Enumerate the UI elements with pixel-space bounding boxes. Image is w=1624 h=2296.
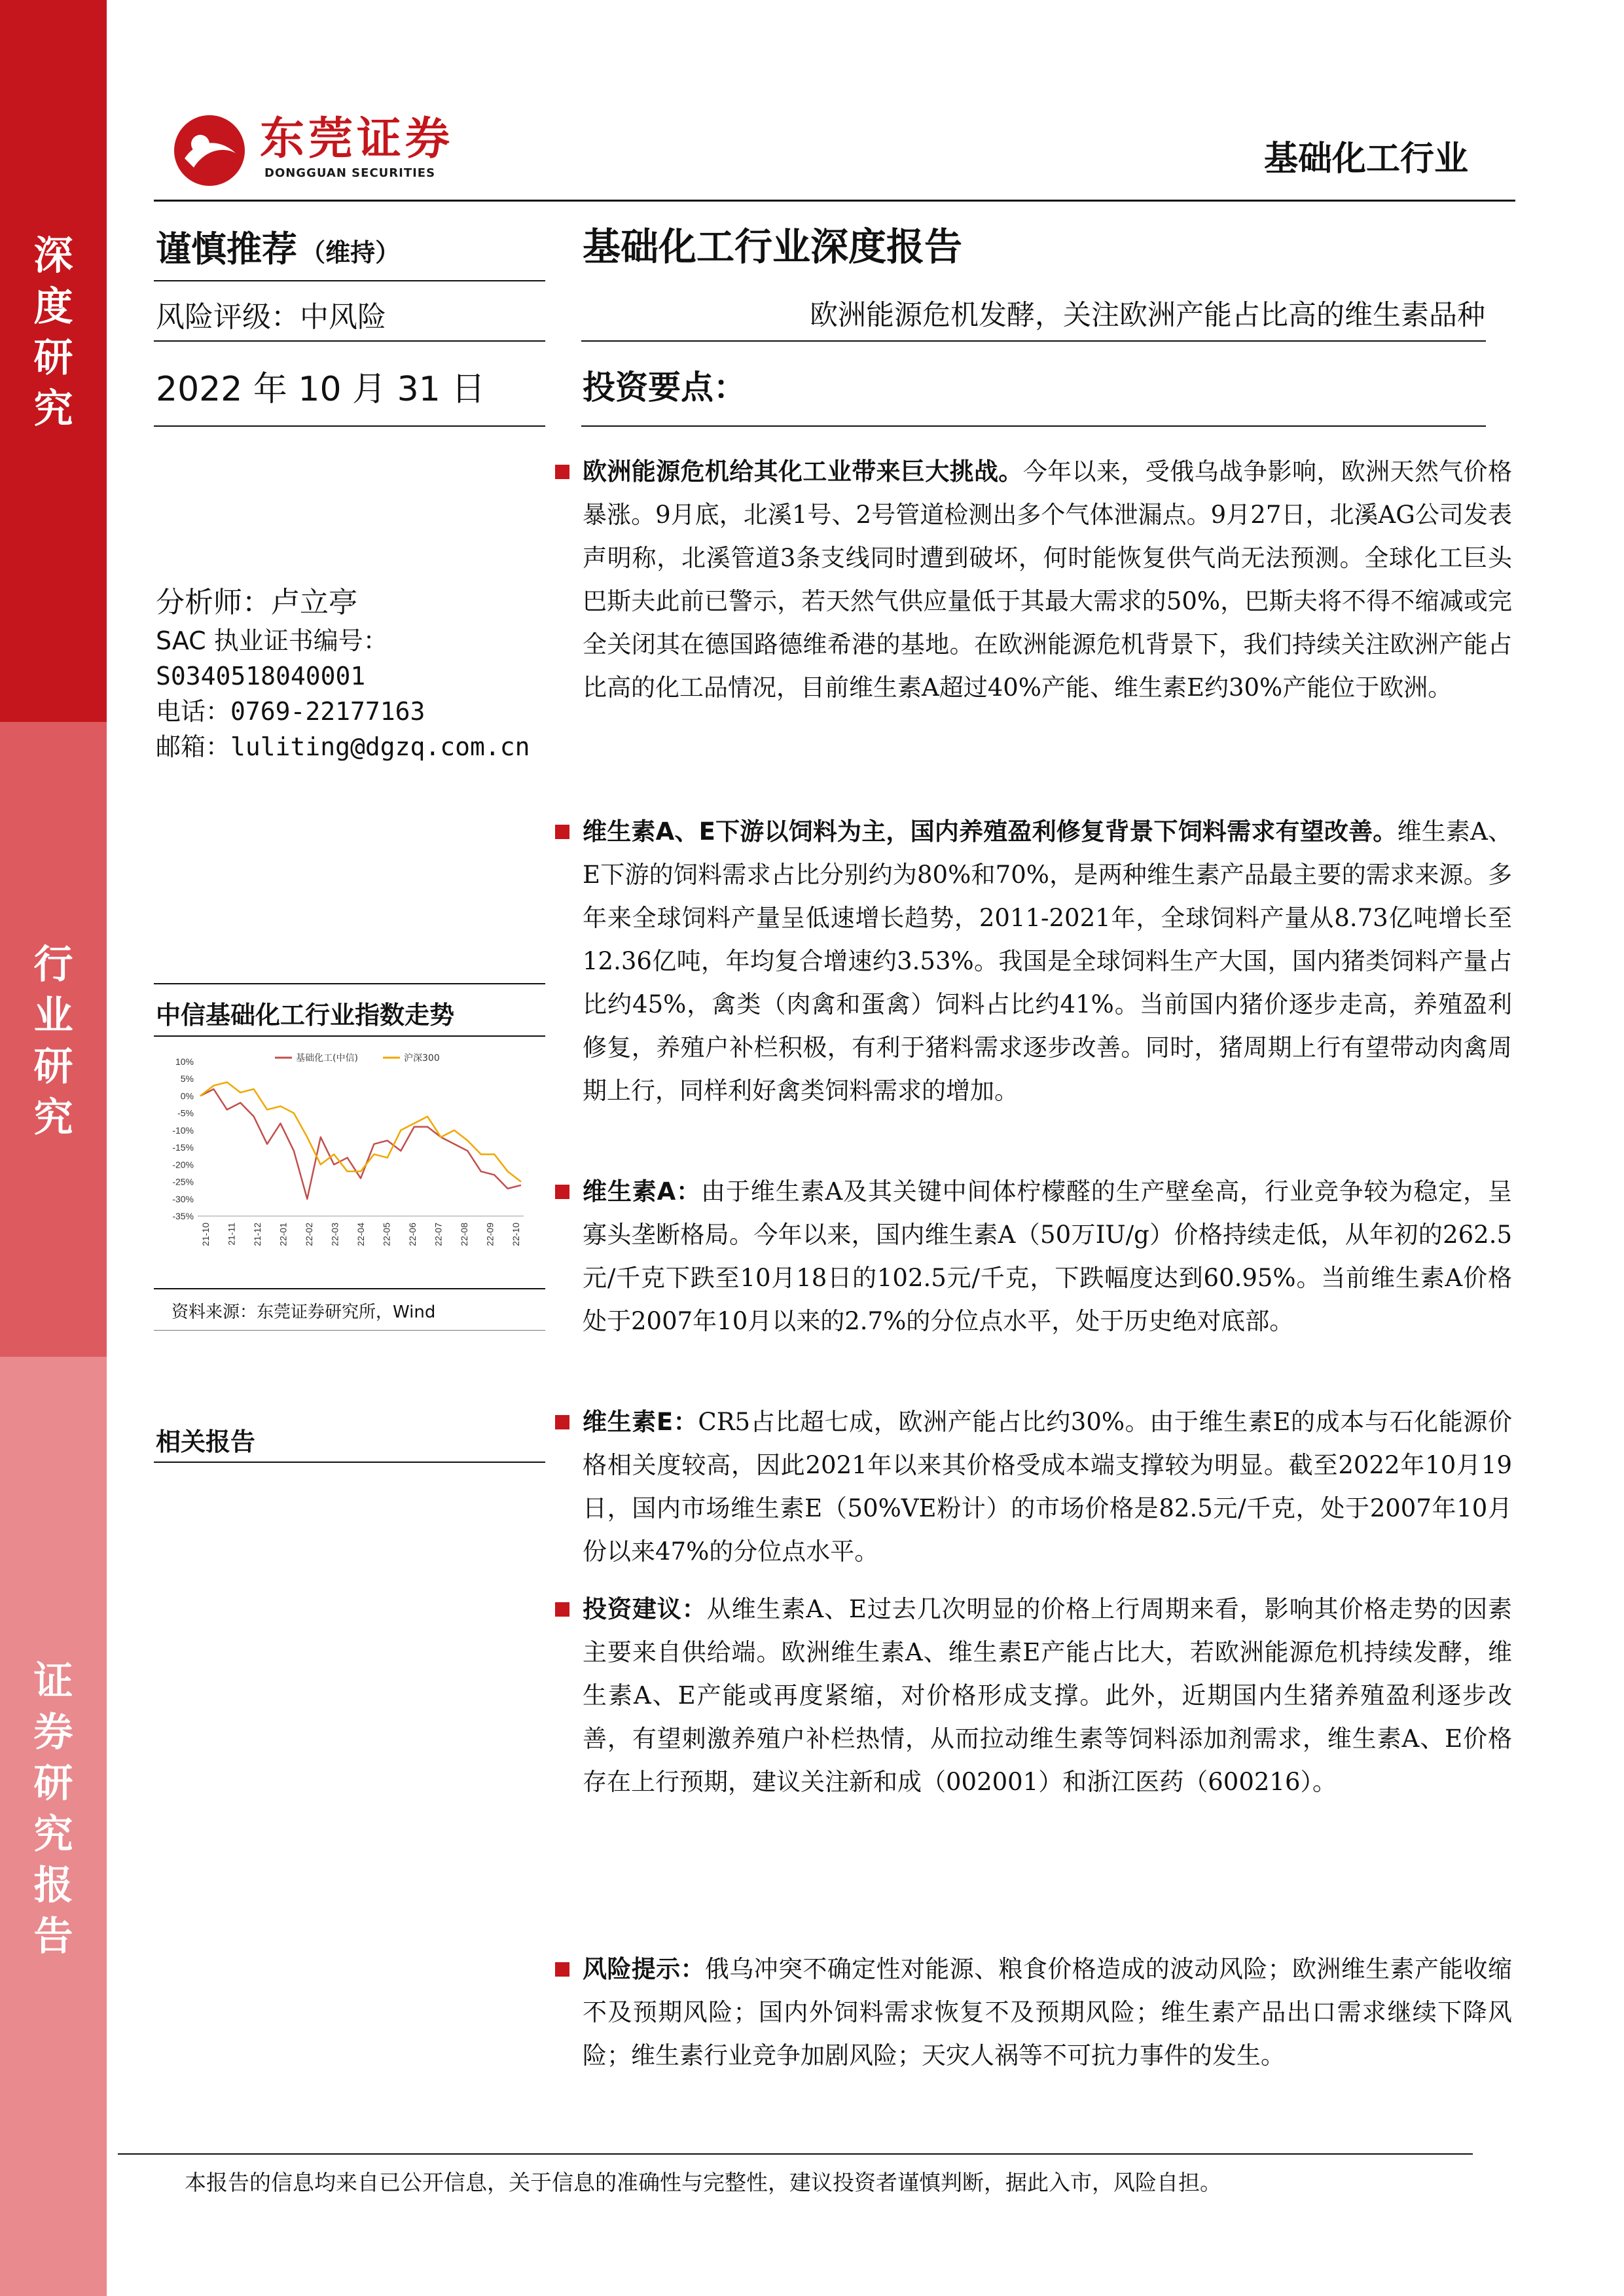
footer-disclaimer: 本报告的信息均来自已公开信息，关于信息的准确性与完整性，建议投资者谨慎判断，据此入市，风险自担。 [185, 2170, 1221, 2195]
chart-top-rule [154, 983, 545, 984]
bullet-risk-warning: 风险提示：俄乌冲突不确定性对能源、粮食价格造成的波动风险；欧洲维生素产能收缩不及预期风险；国内外饲料需求恢复不及预期风险；维生素产品出口需求继续下降风险；维生素行业竞争加剧风险；天灾人祸等不可抗力事件的发生。 [583, 1948, 1512, 2077]
x-tick-label: 22-03 [329, 1223, 340, 1246]
left-rule-2 [154, 340, 545, 342]
y-tick-label: -25% [172, 1176, 194, 1187]
x-tick-label: 22-04 [355, 1223, 366, 1246]
x-tick-label: 22-02 [304, 1223, 314, 1246]
logo [171, 113, 486, 191]
x-tick-label: 22-08 [459, 1223, 469, 1246]
chart-title-rule [154, 1035, 545, 1037]
logo-emblem-icon [171, 113, 247, 188]
bullet-energy-crisis: 欧洲能源危机给其化工业带来巨大挑战。今年以来，受俄乌战争影响，欧洲天然气价格暴涨。9月底，北溪1号、2号管道检测出多个气体泄漏点。9月27日，北溪AG公司发表声明称，北溪管道3条支线同时遭到破坏，何时能恢复供气尚无法预测。全球化工巨头巴斯夫此前已警示，若天然气供应量低于其最大需求的50%，巴斯夫将不得不缩减或完全关闭其在德国路德维希港的基地。在欧洲能源危机背景下，我们持续关注欧洲产能占比高的化工品情况，目前维生素A超过40%产能、维生素E约30%产能位于欧洲。 [583, 450, 1512, 709]
chart-source: 资料来源：东莞证券研究所，Wind [171, 1302, 436, 1322]
x-tick-label: 22-07 [433, 1223, 444, 1246]
x-tick-label: 22-05 [381, 1223, 392, 1246]
bullet-square-icon [555, 465, 569, 479]
y-tick-label: 10% [175, 1056, 194, 1067]
related-reports-title: 相关报告 [156, 1427, 256, 1456]
side-label-deep-research: 深 度 研 究 [33, 233, 73, 432]
index-trend-chart [157, 1047, 537, 1283]
series-line-1 [200, 1083, 521, 1182]
bullet-vitamin-e: 维生素E：CR5占比超七成，欧洲产能占比约30%。由于维生素E的成本与石化能源价格相关度较高，因此2021年以来其价格受成本端支撑较为明显。截至2022年10月19日，国内市场维生素E（50%VE粉计）的市场价格是82.5元/千克，处于2007年10月份以来47%的分位点水平。 [583, 1401, 1512, 1573]
chart-title: 中信基础化工行业指数走势 [156, 1001, 455, 1030]
y-tick-label: -5% [177, 1107, 194, 1119]
report-date: 2022 年 10 月 31 日 [156, 370, 486, 409]
report-title: 基础化工行业深度报告 [583, 224, 963, 269]
logo-cn-text: 东莞证券 [260, 113, 454, 165]
analyst-name: 分析师：卢立亭 [156, 586, 357, 619]
y-tick-label: 5% [180, 1073, 194, 1085]
x-tick-label: 22-01 [278, 1223, 289, 1246]
side-label-securities-report: 证 券 研 究 报 告 [33, 1659, 73, 1960]
footer-rule [118, 2153, 1473, 2155]
sac-label: SAC 执业证书编号： [156, 626, 388, 655]
bullet-square-icon [555, 1185, 569, 1199]
bullet-vitamin-a: 维生素A：由于维生素A及其关键中间体柠檬醛的生产壁垒高，行业竞争较为稳定，呈寡头垄断格局。今年以来，国内维生素A（50万IU/g）价格持续走低，从年初的262.5元/千克下跌至10月18日的102.5元/千克，下跌幅度达到60.95%。当前维生素A价格处于2007年10月以来的2.7%的分位点水平，处于历史绝对底部。 [583, 1170, 1512, 1343]
legend-label: 基础化工(中信) [296, 1053, 358, 1064]
analyst-info [156, 583, 549, 764]
subtitle-rule [581, 340, 1486, 342]
analyst-email: 邮箱：luliting@dgzq.com.cn [156, 732, 530, 761]
x-tick-label: 22-09 [484, 1223, 496, 1246]
bullet-square-icon [555, 1962, 569, 1977]
industry-header: 基础化工行业 [1263, 139, 1468, 179]
analyst-phone: 电话：0769-22177163 [156, 697, 425, 726]
rating [156, 221, 400, 272]
x-tick-label: 21-10 [200, 1223, 211, 1246]
rating-label: 谨慎推荐 [156, 228, 297, 270]
y-tick-label: -30% [172, 1193, 194, 1204]
key-points-title: 投资要点： [583, 368, 746, 406]
logo-en-text: DONGGUAN SECURITIES [264, 166, 436, 180]
left-rule-3 [154, 425, 545, 427]
y-tick-label: -20% [172, 1159, 194, 1170]
bullet-square-icon [555, 825, 569, 839]
x-tick-label: 21-11 [226, 1223, 237, 1246]
y-tick-label: -10% [172, 1124, 194, 1136]
x-tick-label: 22-06 [407, 1223, 418, 1246]
bullet-feed-demand: 维生素A、E下游以饲料为主，国内养殖盈利修复背景下饲料需求有望改善。维生素A、E下游的饲料需求占比分别约为80%和70%，是两种维生素产品最主要的需求来源。多年来全球饲料产量呈低速增长趋势，2011-2021年，全球饲料产量从8.73亿吨增长至12.36亿吨，年均复合增速约3.53%。我国是全球饲料生产大国，国内猪类饲料产量占比约45%，禽类（肉禽和蛋禽）饲料占比约41%。当前国内猪价逐步走高，养殖盈利修复，养殖户补栏积极，有利于猪料需求逐步改善。同时，猪周期上行有望带动肉禽周期上行，同样利好禽类饲料需求的增加。 [583, 810, 1512, 1113]
left-rule-1 [154, 280, 545, 281]
report-subtitle: 欧洲能源危机发酵，关注欧洲产能占比高的维生素品种 [810, 299, 1485, 332]
bullet-square-icon [555, 1415, 569, 1429]
y-tick-label: -35% [172, 1211, 194, 1221]
sac-number: S0340518040001 [156, 662, 366, 691]
chart-source-rule [154, 1330, 545, 1331]
chart-bottom-rule [154, 1288, 545, 1289]
bullet-investment-advice: 投资建议：从维生素A、E过去几次明显的价格上行周期来看，影响其价格走势的因素主要来自供给端。欧洲维生素A、维生素E产能占比大，若欧洲能源危机持续发酵，维生素A、E产能或再度紧缩，对价格形成支撑。此外，近期国内生猪养殖盈利逐步改善，有望刺激养殖户补栏热情，从而拉动维生素等饲料添加剂需求，维生素A、E价格存在上行预期，建议关注新和成（002001）和浙江医药（600216）。 [583, 1588, 1512, 1804]
bullet-square-icon [555, 1602, 569, 1617]
rating-note: （维持） [300, 238, 401, 267]
legend-label: 沪深300 [404, 1053, 440, 1064]
risk-rating: 风险评级：中风险 [156, 300, 386, 334]
related-rule [154, 1462, 545, 1463]
y-tick-label: -15% [172, 1142, 194, 1153]
side-label-industry-research: 行 业 研 究 [33, 942, 73, 1141]
x-tick-label: 21-12 [252, 1223, 262, 1246]
header-rule [154, 200, 1515, 202]
y-tick-label: 0% [180, 1090, 194, 1102]
key-points-rule [581, 425, 1486, 427]
x-tick-label: 22-10 [511, 1223, 521, 1246]
series-line-0 [200, 1089, 521, 1199]
